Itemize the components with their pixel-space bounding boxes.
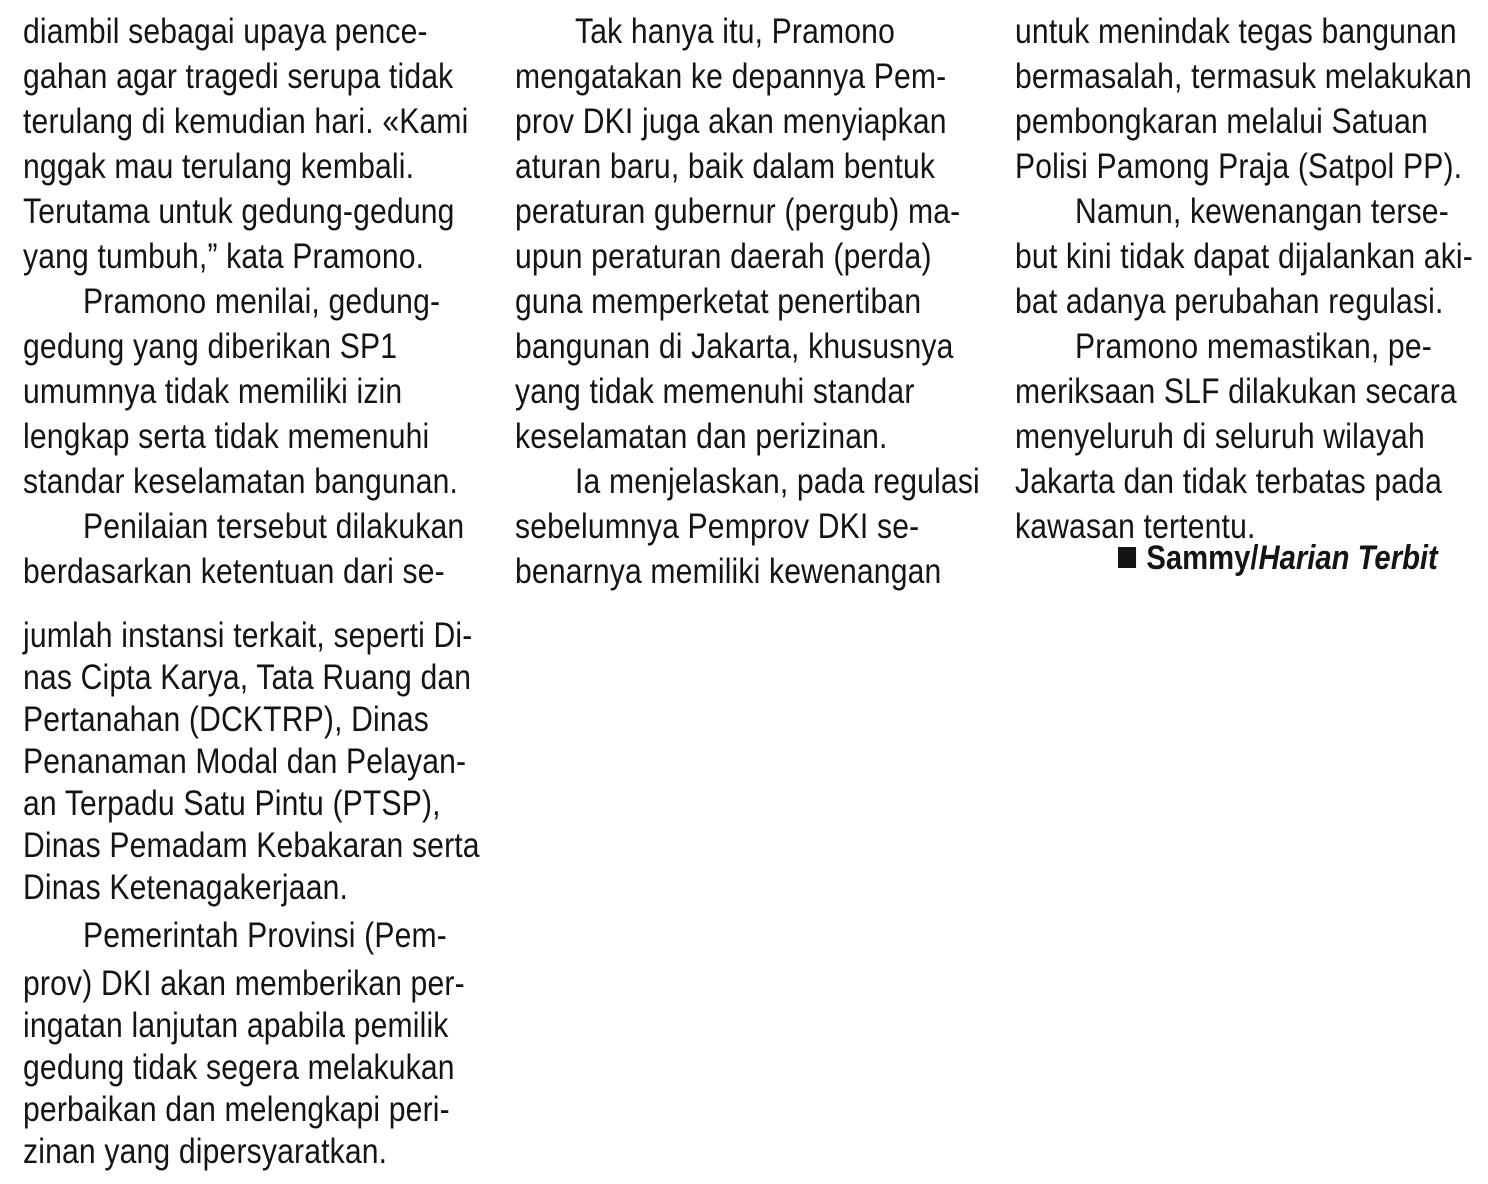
paragraph-line: lengkap serta tidak memenuhi — [23, 417, 430, 456]
paragraph-line: upun peraturan daerah (perda) — [515, 237, 932, 276]
paragraph-line: aturan baru, baik dalam bentuk — [515, 147, 936, 186]
paragraph-line: sebelumnya Pemprov DKI se- — [515, 507, 920, 546]
paragraph-line: kawasan tertentu. — [1015, 507, 1256, 546]
paragraph-line: zinan yang dipersyaratkan. — [23, 1132, 388, 1171]
byline-author: Sammy/ — [1146, 539, 1259, 577]
paragraph-line: terulang di kemudian hari. «Kami — [23, 102, 469, 141]
paragraph-line: Penilaian tersebut dilakukan — [83, 507, 465, 546]
paragraph-line: gahan agar tragedi serupa tidak — [23, 57, 454, 96]
paragraph-line: mengatakan ke depannya Pem- — [515, 57, 947, 96]
paragraph-line: standar keselamatan bangunan. — [23, 462, 459, 501]
paragraph-line: benarnya memiliki kewenangan — [515, 552, 942, 591]
paragraph-line: Jakarta dan tidak terbatas pada — [1015, 462, 1443, 501]
paragraph-line: Pemerintah Provinsi (Pem- — [83, 916, 447, 955]
paragraph-line: keselamatan dan perizinan. — [515, 417, 888, 456]
paragraph-line: nggak mau terulang kembali. — [23, 147, 415, 186]
paragraph-line: an Terpadu Satu Pintu (PTSP), — [23, 784, 441, 823]
paragraph-line: untuk menindak tegas bangunan — [1015, 12, 1457, 51]
paragraph-line: bermasalah, termasuk melakukan — [1015, 57, 1472, 96]
paragraph-line: jumlah instansi terkait, seperti Di- — [23, 616, 473, 655]
paragraph-line: Pramono menilai, gedung- — [83, 282, 441, 321]
paragraph-line: yang tidak memenuhi standar — [515, 372, 915, 411]
paragraph-line: Dinas Ketenagakerjaan. — [23, 868, 349, 907]
paragraph-line: Tak hanya itu, Pramono — [575, 12, 896, 51]
paragraph-line: Polisi Pamong Praja (Satpol PP). — [1015, 147, 1463, 186]
paragraph-line: prov) DKI akan memberikan per- — [23, 964, 465, 1003]
paragraph-line: Terutama untuk gedung-gedung — [23, 192, 455, 231]
paragraph-line: Namun, kewenangan terse- — [1075, 192, 1449, 231]
paragraph-line: pembongkaran melalui Satuan — [1015, 102, 1428, 141]
paragraph-line: Ia menjelaskan, pada regulasi — [575, 462, 980, 501]
paragraph-line: Dinas Pemadam Kebakaran serta — [23, 826, 480, 865]
paragraph-line: gedung tidak segera melakukan — [23, 1048, 455, 1087]
paragraph-line: meriksaan SLF dilakukan secara — [1015, 372, 1457, 411]
paragraph-line: bat adanya perubahan regulasi. — [1015, 282, 1444, 321]
paragraph-line: diambil sebagai upaya pence- — [23, 12, 428, 51]
paragraph-line: Penanaman Modal dan Pelayan- — [23, 742, 467, 781]
paragraph-line: Pertanahan (DCKTRP), Dinas — [23, 700, 429, 739]
paragraph-line: menyeluruh di seluruh wilayah — [1015, 417, 1425, 456]
paragraph-line: nas Cipta Karya, Tata Ruang dan — [23, 658, 472, 697]
byline-publication: Harian Terbit — [1258, 539, 1438, 577]
paragraph-line: ingatan lanjutan apabila pemilik — [23, 1006, 449, 1045]
paragraph-line: umumnya tidak memiliki izin — [23, 372, 403, 411]
paragraph-line: perbaikan dan melengkapi peri- — [23, 1090, 450, 1129]
paragraph-line: but kini tidak dapat dijalankan aki- — [1015, 237, 1473, 276]
byline — [1118, 536, 1438, 580]
paragraph-line: Pramono memastikan, pe- — [1075, 327, 1432, 366]
paragraph-line: gedung yang diberikan SP1 — [23, 327, 398, 366]
square-bullet-icon — [1118, 547, 1136, 568]
paragraph-line: prov DKI juga akan menyiapkan — [515, 102, 947, 141]
paragraph-line: bangunan di Jakarta, khususnya — [515, 327, 954, 366]
paragraph-line: yang tumbuh,” kata Pramono. — [23, 237, 425, 276]
paragraph-line: peraturan gubernur (pergub) ma- — [515, 192, 961, 231]
paragraph-line: guna memperketat penertiban — [515, 282, 922, 321]
paragraph-line: berdasarkan ketentuan dari se- — [23, 552, 445, 591]
